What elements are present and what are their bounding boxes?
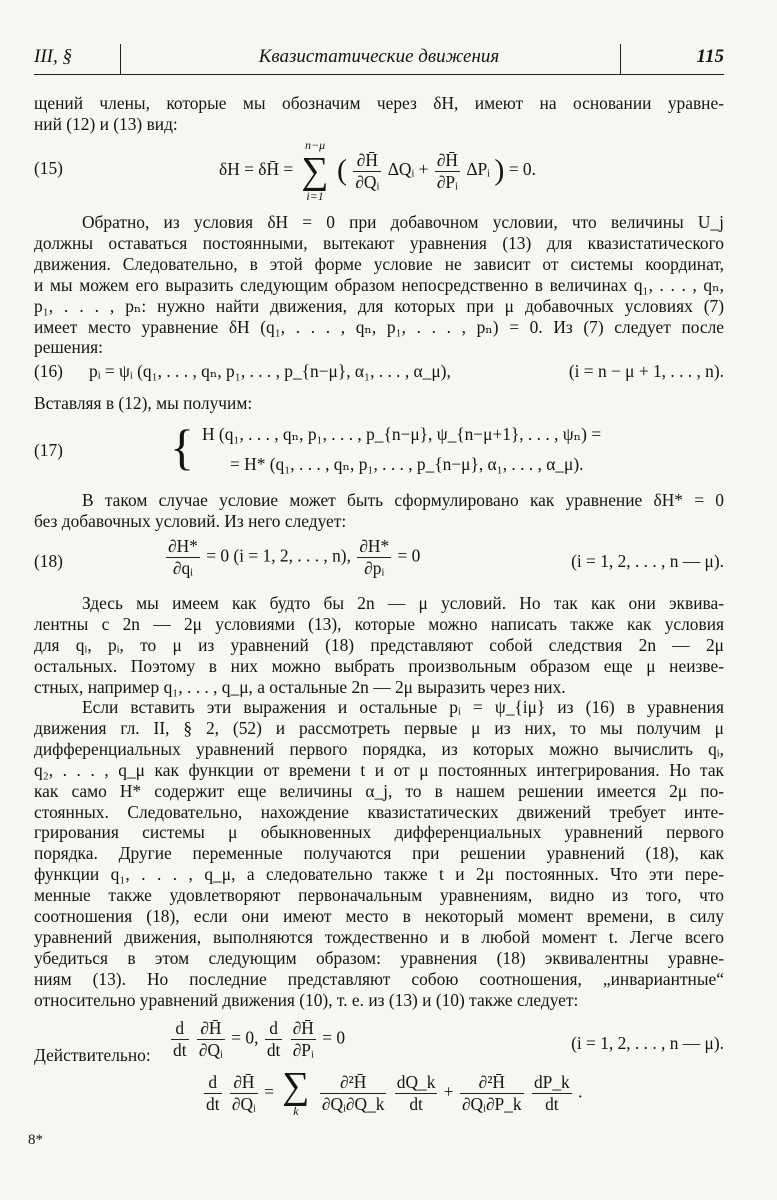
equation-body [164,536,420,579]
text-line: стных, например q₁, . . . , q_μ, а остальные 2n — 2μ выразить через них. [34,676,566,697]
text-line: Здесь мы имеем как будто бы 2n — μ условий. Но так как они эквива- [82,593,724,613]
lhs: δH = δH̄ = [219,159,294,179]
denominator: dt [206,1094,220,1114]
text-line: В таком случае условие может быть сформулировано как уравнение δH* = 0 [82,490,724,510]
text-line: и мы можем его выразить следующим образом непосредственно в величинах q₁, . . . , qₙ, [34,274,724,295]
numerator: ∂H* [168,536,198,556]
sigma: ∑ [282,1065,310,1107]
text-line: лентны с 2n — 2μ условиями (13), которые можно написать также как условия [34,613,724,634]
text-line: решения: [34,337,103,358]
paren-open: ( [336,153,347,187]
text-line: должны оставаться постоянными, вытекают уравнения (13) для квазистатического [34,232,724,253]
fraction [357,536,391,579]
text-line: имеет место уравнение δH (q₁, . . . , qₙ, p₁, . . . , pₙ) = 0. Из (7) следует после [34,316,724,337]
numerator: d [204,1072,222,1094]
text-line: как само H* содержит еще величины α_j, то в нашем решении имеется 2μ по- [34,780,724,801]
header-divider-left [120,44,121,74]
denominator: ∂Qᵢ∂P_k [461,1094,522,1114]
sum-upper: n−μ [305,138,326,152]
text-line: q₂, . . . , q_μ как функции от времени t и от μ постоянных интегрирования. Но так [34,759,724,780]
numerator: ∂H̄ [292,1018,314,1038]
denominator: ∂Qᵢ [198,1040,223,1060]
sum-symbol [282,1065,310,1119]
text-line: остальных. Поэтому в них можно выбрать произвольным образом еще μ неизве- [34,655,724,676]
text-line: убедиться в этом следующим образом: уравнения (18) эквивалентны уравне- [34,947,724,968]
equation-body [219,138,536,204]
numerator: dP_k [533,1072,570,1092]
sum-symbol [302,138,329,204]
equation-condition: (i = 1, 2, . . . , n — μ). [571,1033,724,1053]
equation-17 [34,420,724,476]
numerator: ∂H* [359,536,390,556]
denominator: ∂Pᵢ [292,1040,314,1060]
left-brace: { [170,419,194,475]
sum-lower: k [293,1104,299,1118]
text-line: порядка. Другие переменные получаются при решении уравнений (18), как [34,843,724,864]
numerator: d [265,1018,283,1040]
term: . [578,1081,583,1102]
fraction [395,1072,438,1115]
text-line: без добавочных условий. Из него следует: [34,510,347,531]
text-line: Если вставить эти выражения и остальные pᵢ = ψ_{iμ} из (16) в уравнения [82,697,724,717]
equation-label: (16) [34,361,63,381]
fraction [230,1072,258,1115]
sigma: ∑ [301,150,329,192]
denominator: ∂pᵢ [364,558,385,578]
equation-condition: (i = 1, 2, . . . , n — μ). [571,551,724,571]
paren-close: ) [494,153,505,187]
term: + [443,1081,454,1102]
term: = 0 [397,545,421,566]
text-line: функции q₁, . . . , q_μ, а следовательно также t и 2μ постоянных. Что эти пере- [34,864,724,885]
text-line: ний (12) и (13) вид: [34,113,178,134]
footer-mark: 8* [28,1132,43,1148]
equation-15 [34,138,724,203]
sum-lower: i=1 [306,189,324,203]
text-line: Действительно: [34,1045,151,1065]
numerator: ∂H̄ [436,149,458,170]
equation-body [202,1065,583,1119]
fraction [460,1072,524,1115]
numerator: ∂H̄ [230,1072,258,1094]
header-divider-right [620,44,621,74]
denominator: ∂Qᵢ∂Q_k [321,1094,385,1114]
running-title: Квазистатические движения [258,46,500,67]
text-line: уравнений движения, выполняются тождественно и в любой момент t. Легче всего [34,926,724,947]
text-line: движения. Следовательно, в этой форме условие не зависит от системы координат, [34,253,724,274]
denominator: dt [545,1094,559,1114]
denominator: ∂qᵢ [172,558,193,578]
text-line: Обратно, из условия δH = 0 при добавочном условии, что величины U_j [82,212,724,232]
numerator: ∂H̄ [353,150,381,172]
equation-label: (18) [34,551,63,571]
text-line: щений члены, которые мы обозначим через δH, имеют на основании уравне- [34,93,724,113]
text-line: дифференциальных уравнений первого порядка, из которых можно вычислить qᵢ, [34,738,724,759]
text-line: стоянных. Следовательно, нахождение квазистатических движений требует инте- [34,801,724,822]
fraction [166,536,200,579]
term: ΔPᵢ [466,159,491,179]
text-line: соотношения (18), если они имеют место в некоторый момент времени, в силу [34,906,724,926]
term: = 0, [231,1027,259,1048]
term: = [264,1081,275,1102]
term: = 0 (i = 1, 2, . . . , n), [206,545,351,566]
denominator: dt [266,1040,281,1060]
equation-line: H (q₁, . . . , qₙ, p₁, . . . , p_{n−μ}, ψ_{n−μ+1}, . . . , ψₙ) = [202,424,602,444]
section-label: III, § [34,46,72,67]
rhs: = 0. [508,159,536,179]
fraction [532,1072,572,1115]
equation-body: pᵢ = ψᵢ (q₁, . . . , qₙ, p₁, . . . , p_{n−μ}, α₁, . . . , α_μ), [89,361,451,381]
fraction [435,150,460,193]
term: = 0 [322,1027,346,1048]
text-line: относительно уравнений движения (10), т. е. из (13) и (10) также следует: [34,989,579,1010]
fraction [353,150,381,193]
page-number: 115 [696,46,724,67]
equation-line: = H* (q₁, . . . , qₙ, p₁, . . . , p_{n−μ}, α₁, . . . , α_μ). [230,454,584,474]
denominator: ∂Qᵢ [231,1094,256,1114]
numerator: ∂²H̄ [320,1072,387,1094]
denominator: ∂Qᵢ [355,171,380,192]
numerator: ∂²H̄ [460,1072,524,1094]
equation-20 [34,1065,724,1124]
text-line: движения гл. II, § 2, (52) и рассмотреть первые μ из них, то мы получим μ [34,717,724,738]
text-line: Вставляя в (12), мы получим: [34,393,253,413]
denominator: dt [173,1040,187,1060]
equation-label: (15) [34,158,63,178]
text-line: p₁, . . . , pₙ: нужно найти движения, для которых при μ добавочных условиях (7) [34,295,724,316]
numerator: ∂H̄ [197,1018,225,1040]
equation-condition: (i = n − μ + 1, . . . , n). [568,361,724,381]
fraction [320,1072,387,1115]
text-line: для qᵢ, pᵢ, то μ из уравнений (18) представляют собой следствия 2n — 2μ [34,634,724,655]
text-line: менные также удовлетворяют первоначальным уравнениям, видно из того, что [34,885,724,906]
numerator: d [171,1018,189,1040]
denominator: ∂Pᵢ [436,171,458,192]
fraction [204,1072,222,1115]
text-line: ниям (13). Но последние представляют собою соотношения, „инвариантные“ [34,968,724,989]
term: ΔQᵢ + [387,159,429,179]
equation-label: (17) [34,440,63,460]
denominator: dt [409,1094,423,1114]
text-line: грирования системы μ обыкновенных дифференциальных уравнений первого [34,822,724,843]
equation-18 [34,536,724,586]
numerator: dQ_k [396,1072,436,1092]
